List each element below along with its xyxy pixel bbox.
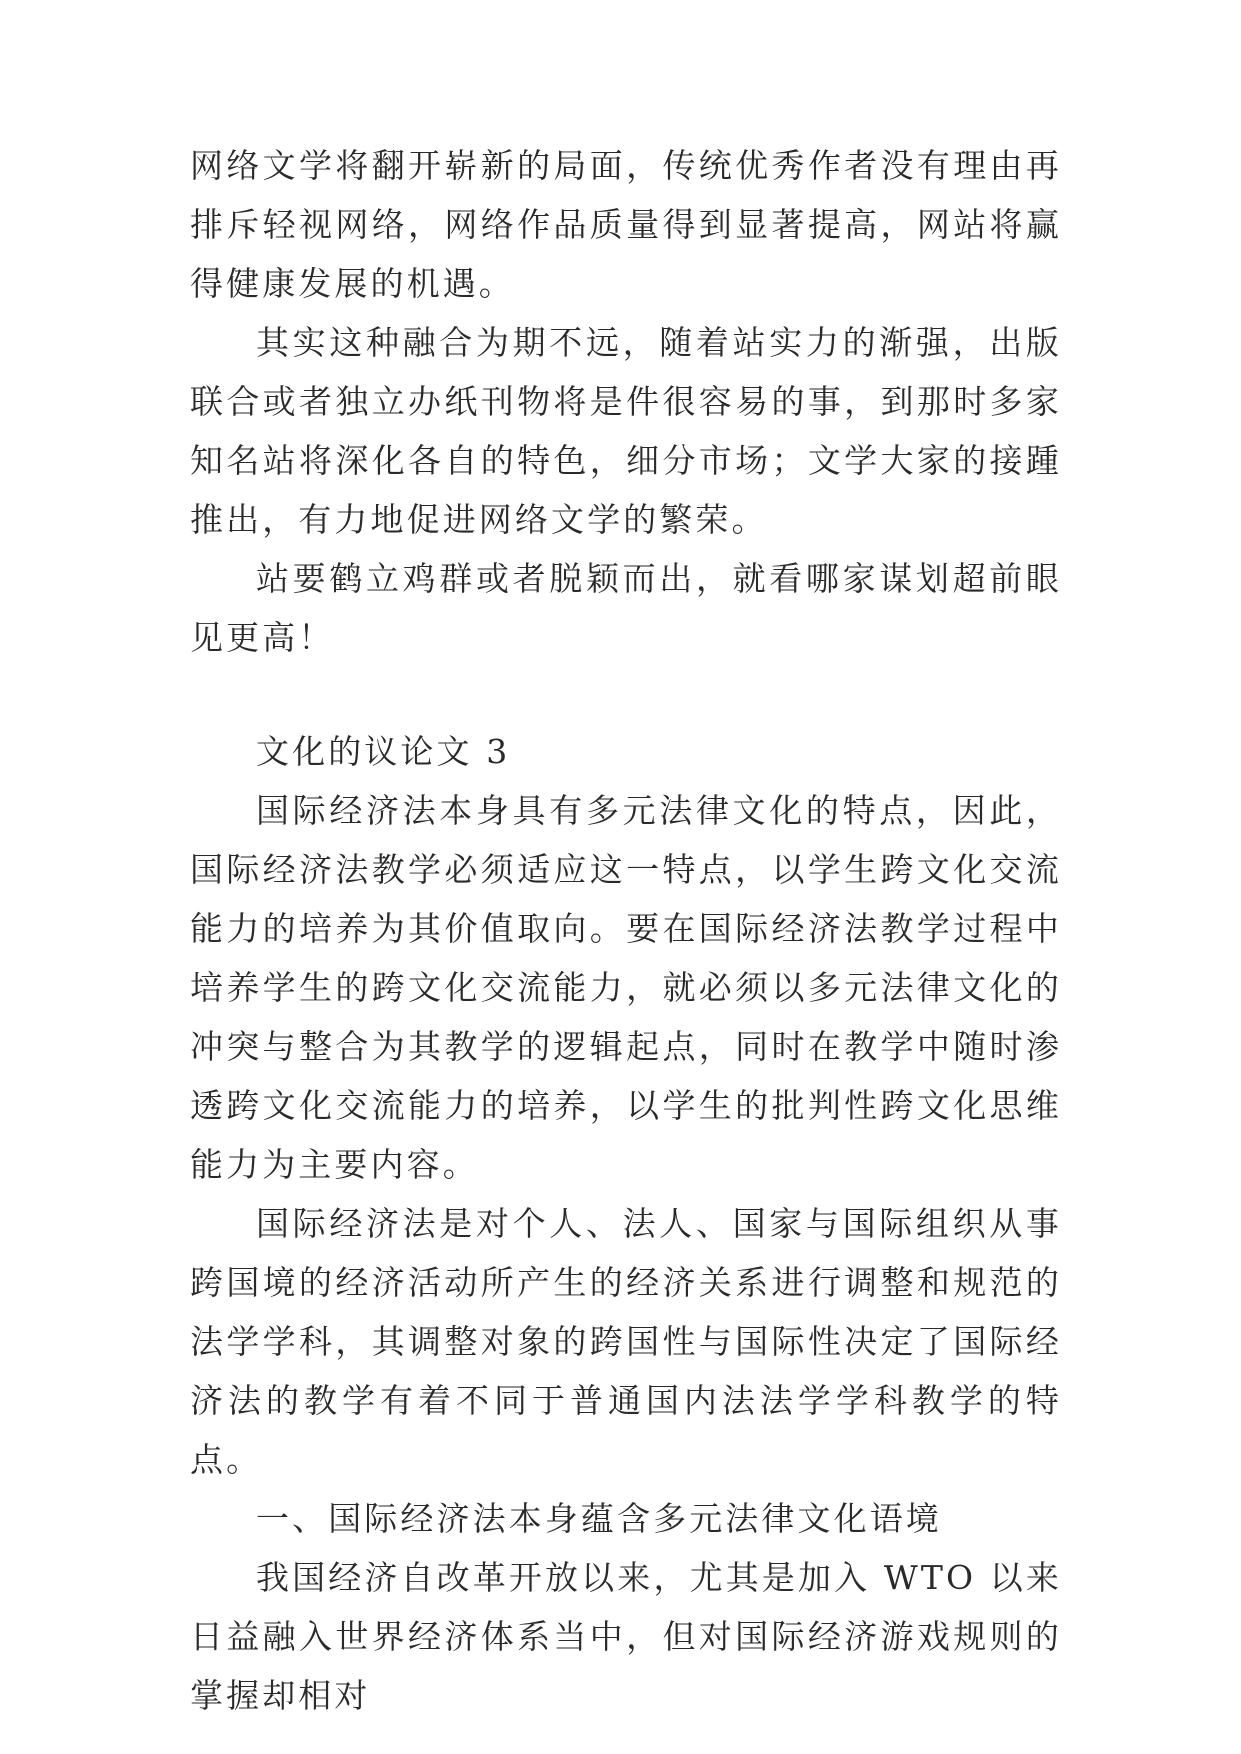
document-body <box>190 136 1062 1725</box>
paragraph-1: 网络文学将翻开崭新的局面，传统优秀作者没有理由再排斥轻视网络，网络作品质量得到显著提高，网站将赢得健康发展的机遇。 <box>190 146 1062 303</box>
paragraph-5: 国际经济法是对个人、法人、国家与国际组织从事跨国境的经济活动所产生的经济关系进行调整和规范的法学学科，其调整对象的跨国性与国际性决定了国际经济法的教学有着不同于普通国内法法学学科教学的特点。 <box>190 1204 1062 1479</box>
section-title: 文化的议论文 3 <box>256 732 511 771</box>
section-gap <box>190 667 1062 722</box>
paragraph-3: 站要鹤立鸡群或者脱颖而出，就看哪家谋划超前眼见更高！ <box>190 559 1062 657</box>
paragraph-6: 我国经济自改革开放以来，尤其是加入 WTO 以来日益融入世界经济体系当中，但对国际经济游戏规则的掌握却相对 <box>190 1558 1062 1715</box>
paragraph-4: 国际经济法本身具有多元法律文化的特点，因此，国际经济法教学必须适应这一特点，以学生跨文化交流能力的培养为其价值取向。要在国际经济法教学过程中培养学生的跨文化交流能力，就必须以多元法律文化的冲突与整合为其教学的逻辑起点，同时在教学中随时渗透跨文化交流能力的培养，以学生的批判性跨文化思维能力为主要内容。 <box>190 791 1062 1184</box>
subheading-1: 一、国际经济法本身蕴含多元法律文化语境 <box>256 1499 942 1538</box>
paragraph-2: 其实这种融合为期不远，随着站实力的渐强，出版联合或者独立办纸刊物将是件很容易的事，到那时多家知名站将深化各自的特色，细分市场；文学大家的接踵推出，有力地促进网络文学的繁荣。 <box>190 323 1062 539</box>
